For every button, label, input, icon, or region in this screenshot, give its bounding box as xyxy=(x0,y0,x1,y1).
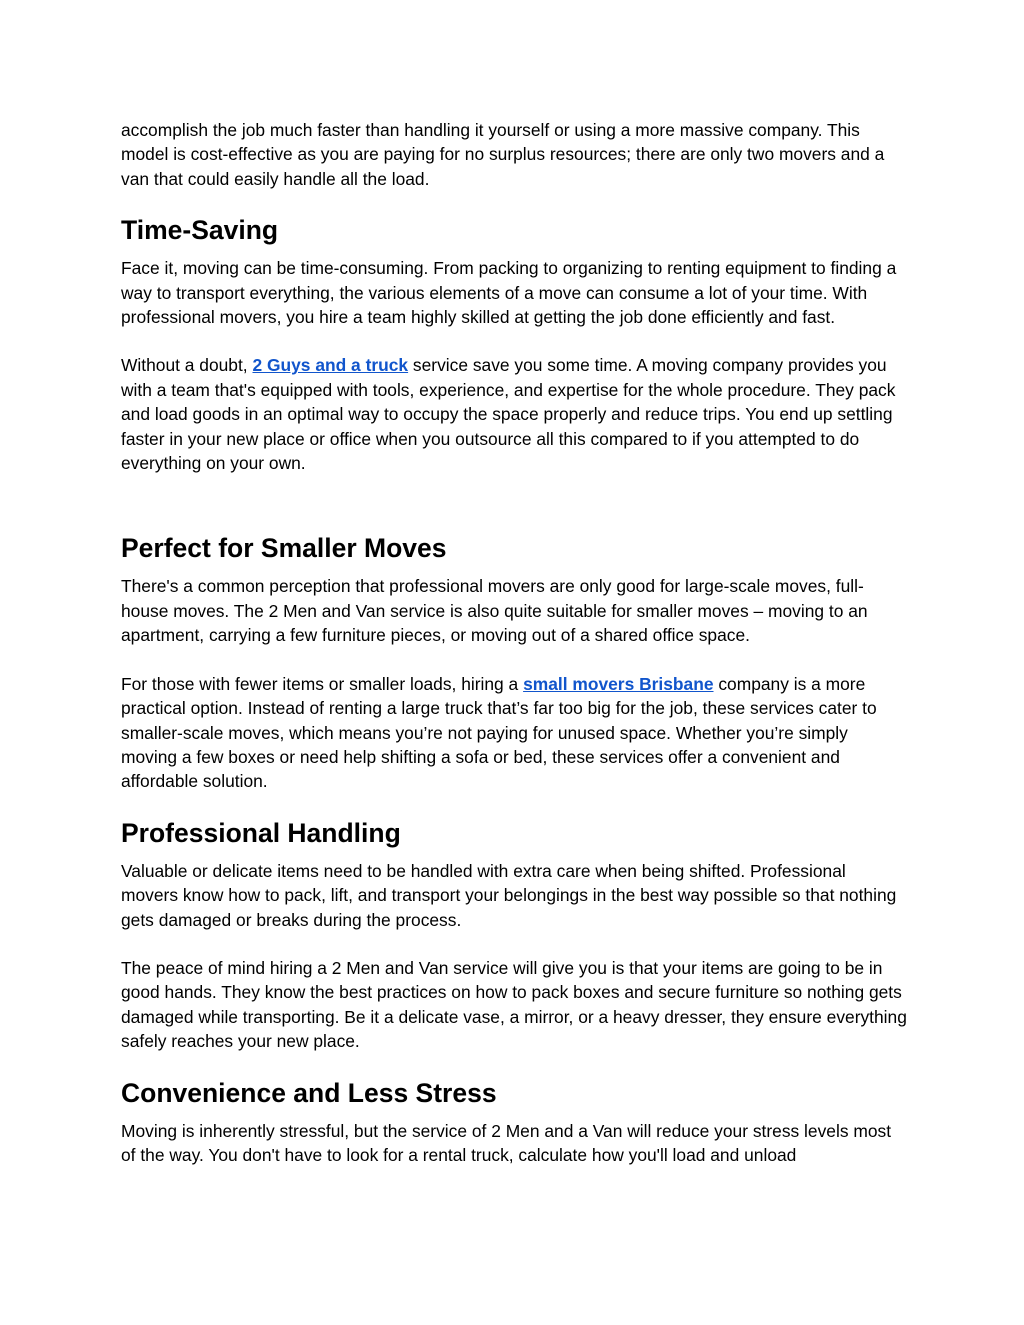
smaller-moves-paragraph-2 xyxy=(121,672,907,794)
intro-paragraph: accomplish the job much faster than handling it yourself or using a more massive company. This model is cost-effective as you are paying for no surplus resources; there are only two movers and a van that could easily handle all the load. xyxy=(121,120,885,189)
heading-perfect-for-smaller-moves: Perfect for Smaller Moves xyxy=(121,533,447,564)
time-saving-paragraph-2 xyxy=(121,353,907,475)
link-2-guys-and-a-truck[interactable]: 2 Guys and a truck xyxy=(252,355,409,376)
smaller-moves-paragraph-2-end: company is a more practical option. Instead of renting a large truck that’s far too big for the job, these services cater to smaller-scale moves, which means you’re not paying for unused space. Whether you’re simply moving a few boxes or need help shifting a sofa or bed, these services offer a convenient and affordable solution. xyxy=(121,673,877,792)
time-saving-paragraph-2-end: service save you some time. A moving company provides you with a team that's equipped with tools, experience, and expertise for the whole procedure. They pack and load goods in an optimal way to occupy the space properly and reduce trips. You end up settling faster in your new place or office when you outsource all this compared to if you attempted to do everything on your own. xyxy=(121,355,896,474)
link-small-movers-brisbane[interactable]: small movers Brisbane xyxy=(523,673,714,694)
smaller-moves-paragraph-2-start: For those with fewer items or smaller loads, hiring a xyxy=(121,673,524,694)
time-saving-paragraph-1: Face it, moving can be time-consuming. From packing to organizing to renting equipment to finding a way to transport everything, the various elements of a move can consume a lot of your time. With professional movers, you hire a team highly skilled at getting the job done efficiently and fast. xyxy=(121,258,897,328)
heading-convenience-and-less-stress: Convenience and Less Stress xyxy=(121,1077,497,1108)
document-page xyxy=(121,118,907,1167)
time-saving-paragraph-2-start: Without a doubt, xyxy=(121,355,253,376)
smaller-moves-paragraph-1: There's a common perception that professional movers are only good for large-scale moves, full-house moves. The 2 Men and Van service is also quite suitable for smaller moves – moving to an apartment, carrying a few furniture pieces, or moving out of a shared office space. xyxy=(121,576,868,646)
professional-handling-paragraph-1: Valuable or delicate items need to be handled with extra care when being shifted. Professional movers know how to pack, lift, and transport your belongings in the best way possible so that nothing gets damaged or breaks during the process. xyxy=(121,860,897,930)
professional-handling-paragraph-2: The peace of mind hiring a 2 Men and Van service will give you is that your items are going to be in good hands. They know the best practices on how to pack boxes and secure furniture so nothing gets damaged while transporting. Be it a delicate vase, a mirror, or a heavy dresser, they ensure everything safely reaches your new place. xyxy=(121,957,907,1052)
convenience-paragraph-1: Moving is inherently stressful, but the service of 2 Men and a Van will reduce your stress levels most of the way. You don't have to look for a rental truck, calculate how you'll load and unload xyxy=(121,1120,892,1165)
heading-professional-handling: Professional Handling xyxy=(121,817,401,848)
heading-time-saving: Time-Saving xyxy=(121,215,279,246)
